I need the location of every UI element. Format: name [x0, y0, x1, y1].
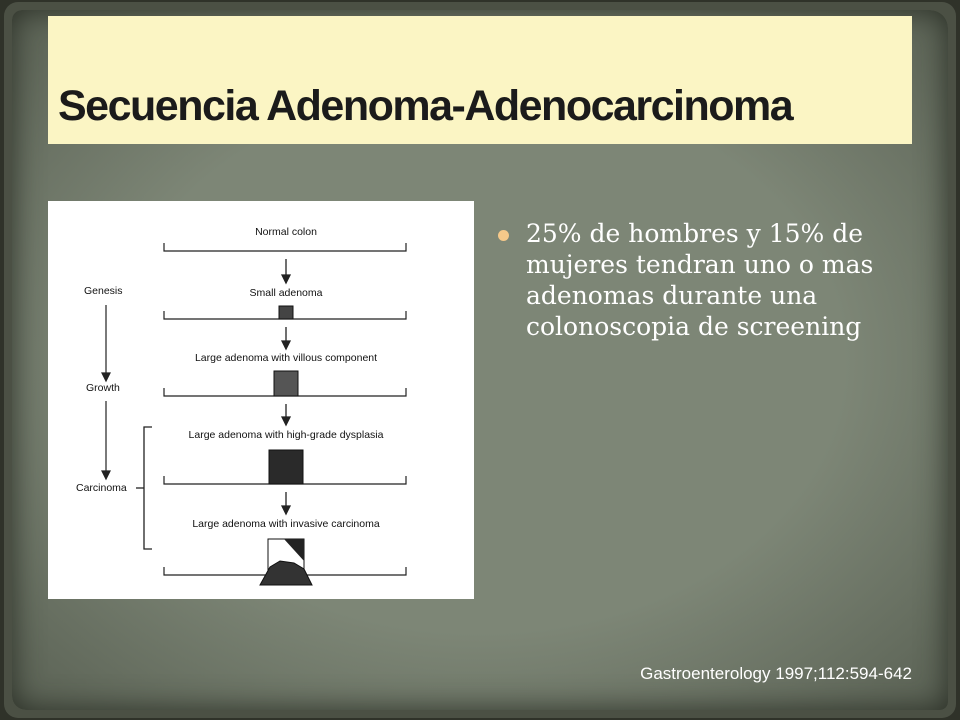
stage-label-villous: Large adenoma with villous component — [194, 352, 378, 364]
stage-label-invasive: Large adenoma with invasive carcinoma — [192, 518, 380, 530]
colon-line-1 — [164, 243, 406, 251]
bullet-list — [498, 218, 918, 342]
phase-label-carcinoma: Carcinoma — [76, 482, 127, 494]
stage-label-small-adenoma: Small adenoma — [249, 287, 323, 299]
adenoma-sequence-figure — [48, 201, 474, 599]
sequence-diagram — [48, 201, 474, 599]
bullet-text: 25% de hombres y 15% de mujeres tendran uno o mas adenomas durante una colonoscopia de screening — [526, 219, 874, 341]
phase-label-genesis: Genesis — [84, 285, 123, 297]
phase-label-growth: Growth — [86, 382, 120, 394]
bullet-dot-icon — [498, 230, 509, 241]
bullet-item — [498, 218, 918, 342]
stage-label-dysplasia: Large adenoma with high-grade dysplasia — [188, 429, 384, 441]
stage-label-normal-colon: Normal colon — [255, 226, 317, 238]
slide-title: Secuencia Adenoma-Adenocarcinoma — [58, 82, 793, 130]
carcinoma-bracket — [144, 427, 152, 549]
citation: Gastroenterology 1997;112:594-642 — [640, 664, 912, 683]
villous-adenoma-mark — [274, 371, 298, 396]
small-adenoma-mark — [279, 306, 293, 319]
dysplasia-adenoma-mark — [269, 450, 303, 484]
invasive-carcinoma-mark — [260, 539, 312, 585]
